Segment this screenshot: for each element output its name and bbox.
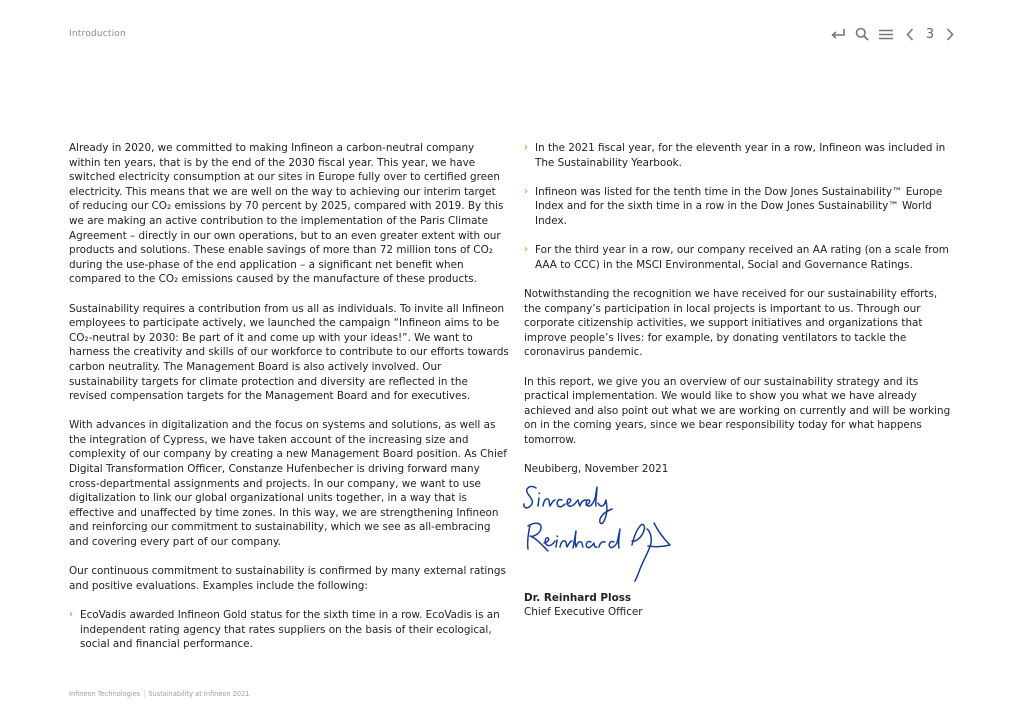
chevron-right-icon: › bbox=[524, 244, 528, 256]
list-item: › For the third year in a row, our company received an AA rating (on a scale from AAA to CCC) in the MSCI Environmental, Social and Governance Ratings. bbox=[524, 244, 949, 271]
search-button[interactable] bbox=[850, 24, 874, 44]
place-date: Neubiberg, November 2021 bbox=[524, 463, 669, 476]
chevron-right-icon: › bbox=[524, 142, 528, 153]
search-icon bbox=[855, 27, 869, 41]
menu-button[interactable] bbox=[874, 24, 898, 44]
signer-name: Dr. Reinhard Ploss bbox=[524, 591, 632, 604]
chevron-right-icon: › bbox=[69, 609, 73, 620]
footer bbox=[69, 690, 250, 698]
paragraph-ratings-intro: Our continuous commitment to sustainability is confirmed by many external ratings and positive evaluations. Examples include the following: bbox=[69, 565, 506, 592]
paragraph-digitalization: With advances in digitalization and the focus on systems and solutions, as well as the integration of Cypress, we have taken account of the increasing size and complexity of our company by creating a new Management Board position. As Chief Digital Transformation Officer, Constanze Hufenbecher is driving forward many cross-departmental assignments and projects. In our company, we want to use digitalization to link our global organizational units together, in a way that is effective and unaffected by time zones. In this way, we are strengthening Infineon and reinforcing our commitment to sustainability, which we see as all-embracing and covering every part of our company. bbox=[69, 419, 507, 549]
signer-title: Chief Executive Officer bbox=[524, 606, 643, 619]
chevron-right-icon: › bbox=[524, 185, 528, 197]
page-number: 3 bbox=[925, 26, 935, 42]
right-column bbox=[524, 141, 956, 620]
signature bbox=[522, 481, 692, 587]
next-page-icon bbox=[946, 28, 954, 41]
section-title: Introduction bbox=[69, 29, 126, 39]
paragraph-employee-campaign: Sustainability requires a contribution from us all as individuals. To invite all Infineon employees to participate actively, we launched the campaign “Infineon aims to be CO₂-neutral by 2030: Be part of it and come up with your ideas!”. We want to harness the creativity and skills of our workforce to contribute to our efforts towards carbon neutrality. The Management Board is also actively involved. Our sustainability targets for climate protection and diversity are reflected in the revised compensation targets for the Management Board and for executives. bbox=[69, 302, 509, 403]
next-page-button[interactable] bbox=[938, 24, 962, 44]
footer-company: Infineon Technologies bbox=[69, 690, 141, 698]
back-icon bbox=[830, 28, 846, 40]
prev-page-icon bbox=[906, 28, 914, 41]
footer-separator: | bbox=[143, 690, 146, 698]
list-item: › In the 2021 fiscal year, for the eleventh year in a row, Infineon was included in The Sustainability Yearbook. bbox=[524, 142, 946, 169]
paragraph-report-overview: In this report, we give you an overview of our sustainability strategy and its practical implementation. We would like to show you what we have already achieved and also point out what we are working on currently and will be working on in the coming years, since we bear responsibility today for what happens tomorrow. bbox=[524, 375, 951, 446]
prev-page-button[interactable] bbox=[898, 24, 922, 44]
left-column bbox=[69, 141, 509, 666]
footer-report-title: Sustainability at Infineon 2021 bbox=[148, 690, 250, 698]
paragraph-local-projects: Notwithstanding the recognition we have received for our sustainability efforts, the company’s participation in local projects is important to us. Through our corporate citizenship activities, we support initiatives and organizations that improve people’s lives: for example, by donating ventilators to tackle the coronavirus pandemic. bbox=[524, 287, 938, 359]
list-item: › EcoVadis awarded Infineon Gold status for the sixth time in a row. EcoVadis is an independent rating agency that rates suppliers on the basis of their ecological, social and financial performance. bbox=[69, 609, 500, 651]
page-navigation bbox=[826, 24, 962, 44]
ratings-list-right bbox=[524, 141, 956, 272]
paragraph-carbon-neutral: Already in 2020, we committed to making Infineon a carbon-neutral company within ten years, that is by the end of the 2030 fiscal year. This year, we have switched electricity consumption at our sites in Europe fully over to certified green electricity. This means that we are well on the way to achieving our interim target of reducing our CO₂ emissions by 70 percent by 2025, compared with 2019. By this we are making an active contribution to the implementation of the Paris Climate Agreement – directly in our own operations, but to an even greater extent with our products and solutions. These enable savings of more than 72 million tons of CO₂ during the use-phase of the end application – a significant net benefit when compared to the CO₂ emissions caused by the manufacture of these products. bbox=[69, 142, 504, 286]
menu-icon bbox=[879, 29, 893, 40]
ratings-list-left bbox=[69, 608, 509, 652]
list-item: › Infineon was listed for the tenth time in the Dow Jones Sustainability™ Europe Index and for the sixth time in a row in the Dow Jones Sustainability™ World Index. bbox=[524, 185, 943, 227]
back-button[interactable] bbox=[826, 24, 850, 44]
